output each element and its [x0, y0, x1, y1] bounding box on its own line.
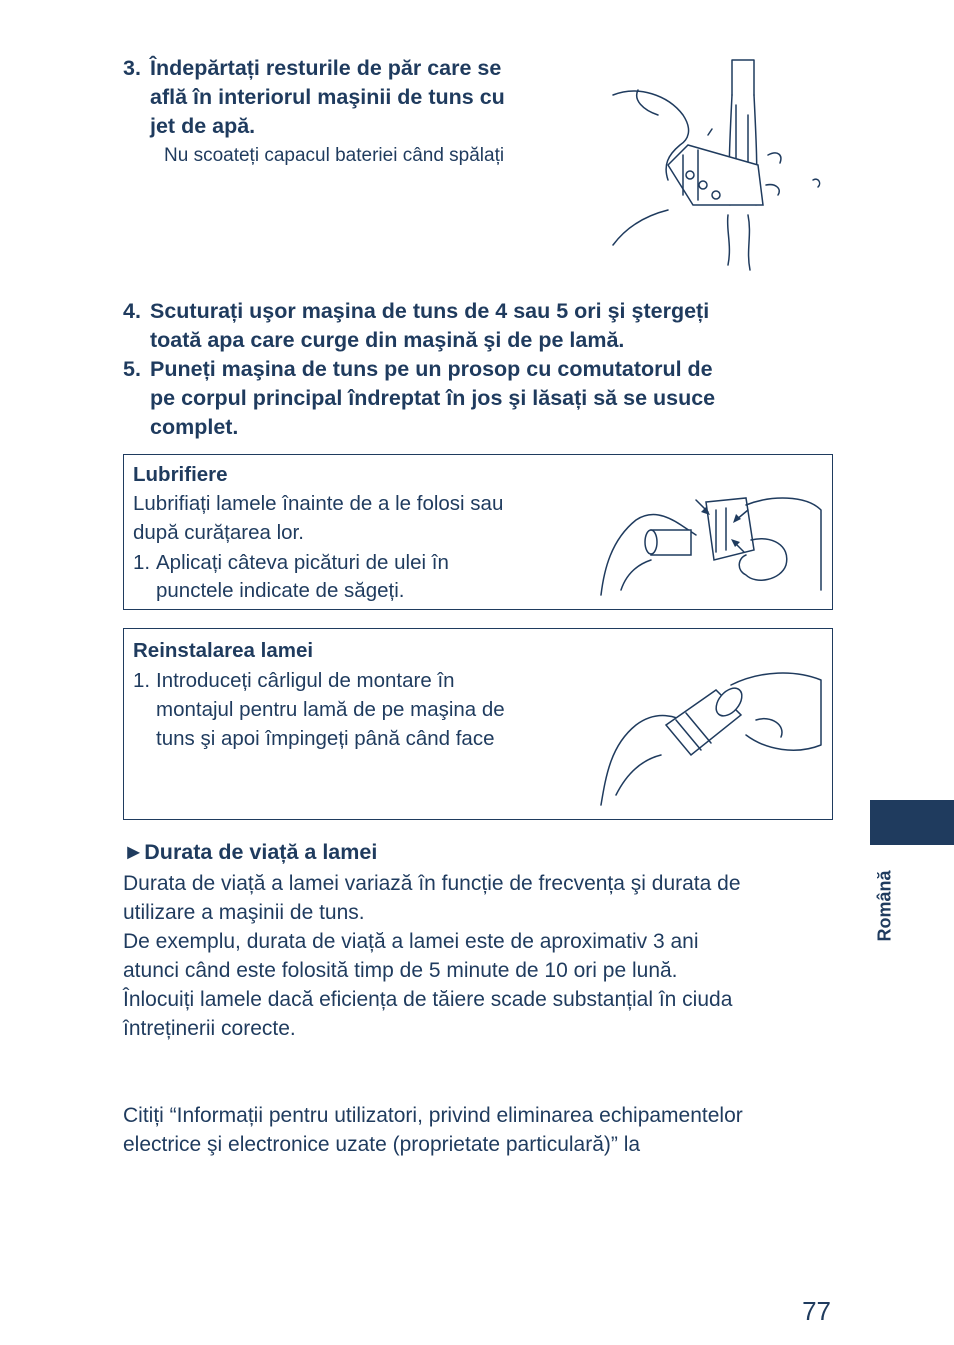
step-text-line: Puneți maşina de tuns pe un prosop cu comutatorul de [150, 357, 713, 381]
page-number: 77 [802, 1296, 831, 1326]
reinstall-item-number: 1. [133, 669, 151, 692]
step-3-note: Nu scoateți capacul bateriei când spălați [164, 145, 505, 166]
reinstall-item-line: montajul pentru lamă de pe maşina de [156, 698, 505, 721]
lubrication-item-number: 1. [133, 551, 151, 574]
step-number: 5. [123, 357, 141, 381]
step-text-line: Îndepărtați resturile de păr care se [150, 56, 502, 80]
lifespan-text-line: Înlocuiți lamele dacă eficiența de tăiere scade substanțial în ciuda [123, 988, 733, 1011]
lubrication-item-line: punctele indicate de săgeți. [156, 579, 405, 602]
disposal-text-line: electrice şi electronice uzate (proprietate particulară)” la [123, 1133, 641, 1156]
step-text-line: jet de apă. [150, 114, 256, 138]
step-text-line: află în interiorul maşinii de tuns cu [150, 85, 505, 109]
reinstall-title: Reinstalarea lamei [133, 639, 314, 662]
reinstall-item-line: tuns şi apoi împingeți până când face [156, 727, 495, 750]
lifespan-text-line: Durata de viață a lamei variază în funcție de frecvența şi durata de [123, 872, 741, 895]
reinstall-illustration [596, 665, 826, 810]
step-number: 4. [123, 299, 141, 323]
lifespan-text-line: atunci când este folosită timp de 5 minute de 10 ori pe lună. [123, 959, 678, 982]
step-text-line: pe corpul principal îndreptat în jos şi lăsați să se usuce [150, 386, 716, 410]
lubrication-item-line: Aplicați câteva picături de ulei în [156, 551, 449, 574]
play-arrow-icon: ► [123, 840, 145, 864]
lubrication-text-line: după curățarea lor. [133, 521, 304, 544]
language-tab-label [872, 860, 898, 952]
language-label-text: Română [874, 870, 895, 942]
reinstall-item-line: Introduceți cârligul de montare în [156, 669, 455, 692]
step-text-line: complet. [150, 415, 239, 439]
lubrication-text-line: Lubrifiați lamele înainte de a le folosi sau [133, 492, 504, 515]
lifespan-text-line: De exemplu, durata de viață a lamei este de aproximativ 3 ani [123, 930, 699, 953]
lifespan-heading [123, 840, 377, 865]
lubrication-title: Lubrifiere [133, 463, 228, 486]
washing-illustration [608, 55, 838, 275]
lifespan-text-line: utilizare a maşinii de tuns. [123, 901, 365, 924]
lifespan-text-line: întreținerii corecte. [123, 1017, 296, 1040]
lifespan-title: Durata de viață a lamei [144, 840, 378, 864]
step-text-line: toată apa care curge din maşină şi de pe lamă. [150, 328, 625, 352]
step-text-line: Scuturați uşor maşina de tuns de 4 sau 5 ori şi ştergeți [150, 299, 710, 323]
disposal-text-line: Citiți “Informații pentru utilizatori, privind eliminarea echipamentelor [123, 1104, 743, 1127]
language-tab-marker [870, 800, 954, 845]
step-number: 3. [123, 56, 141, 80]
lubrication-illustration [596, 490, 824, 600]
